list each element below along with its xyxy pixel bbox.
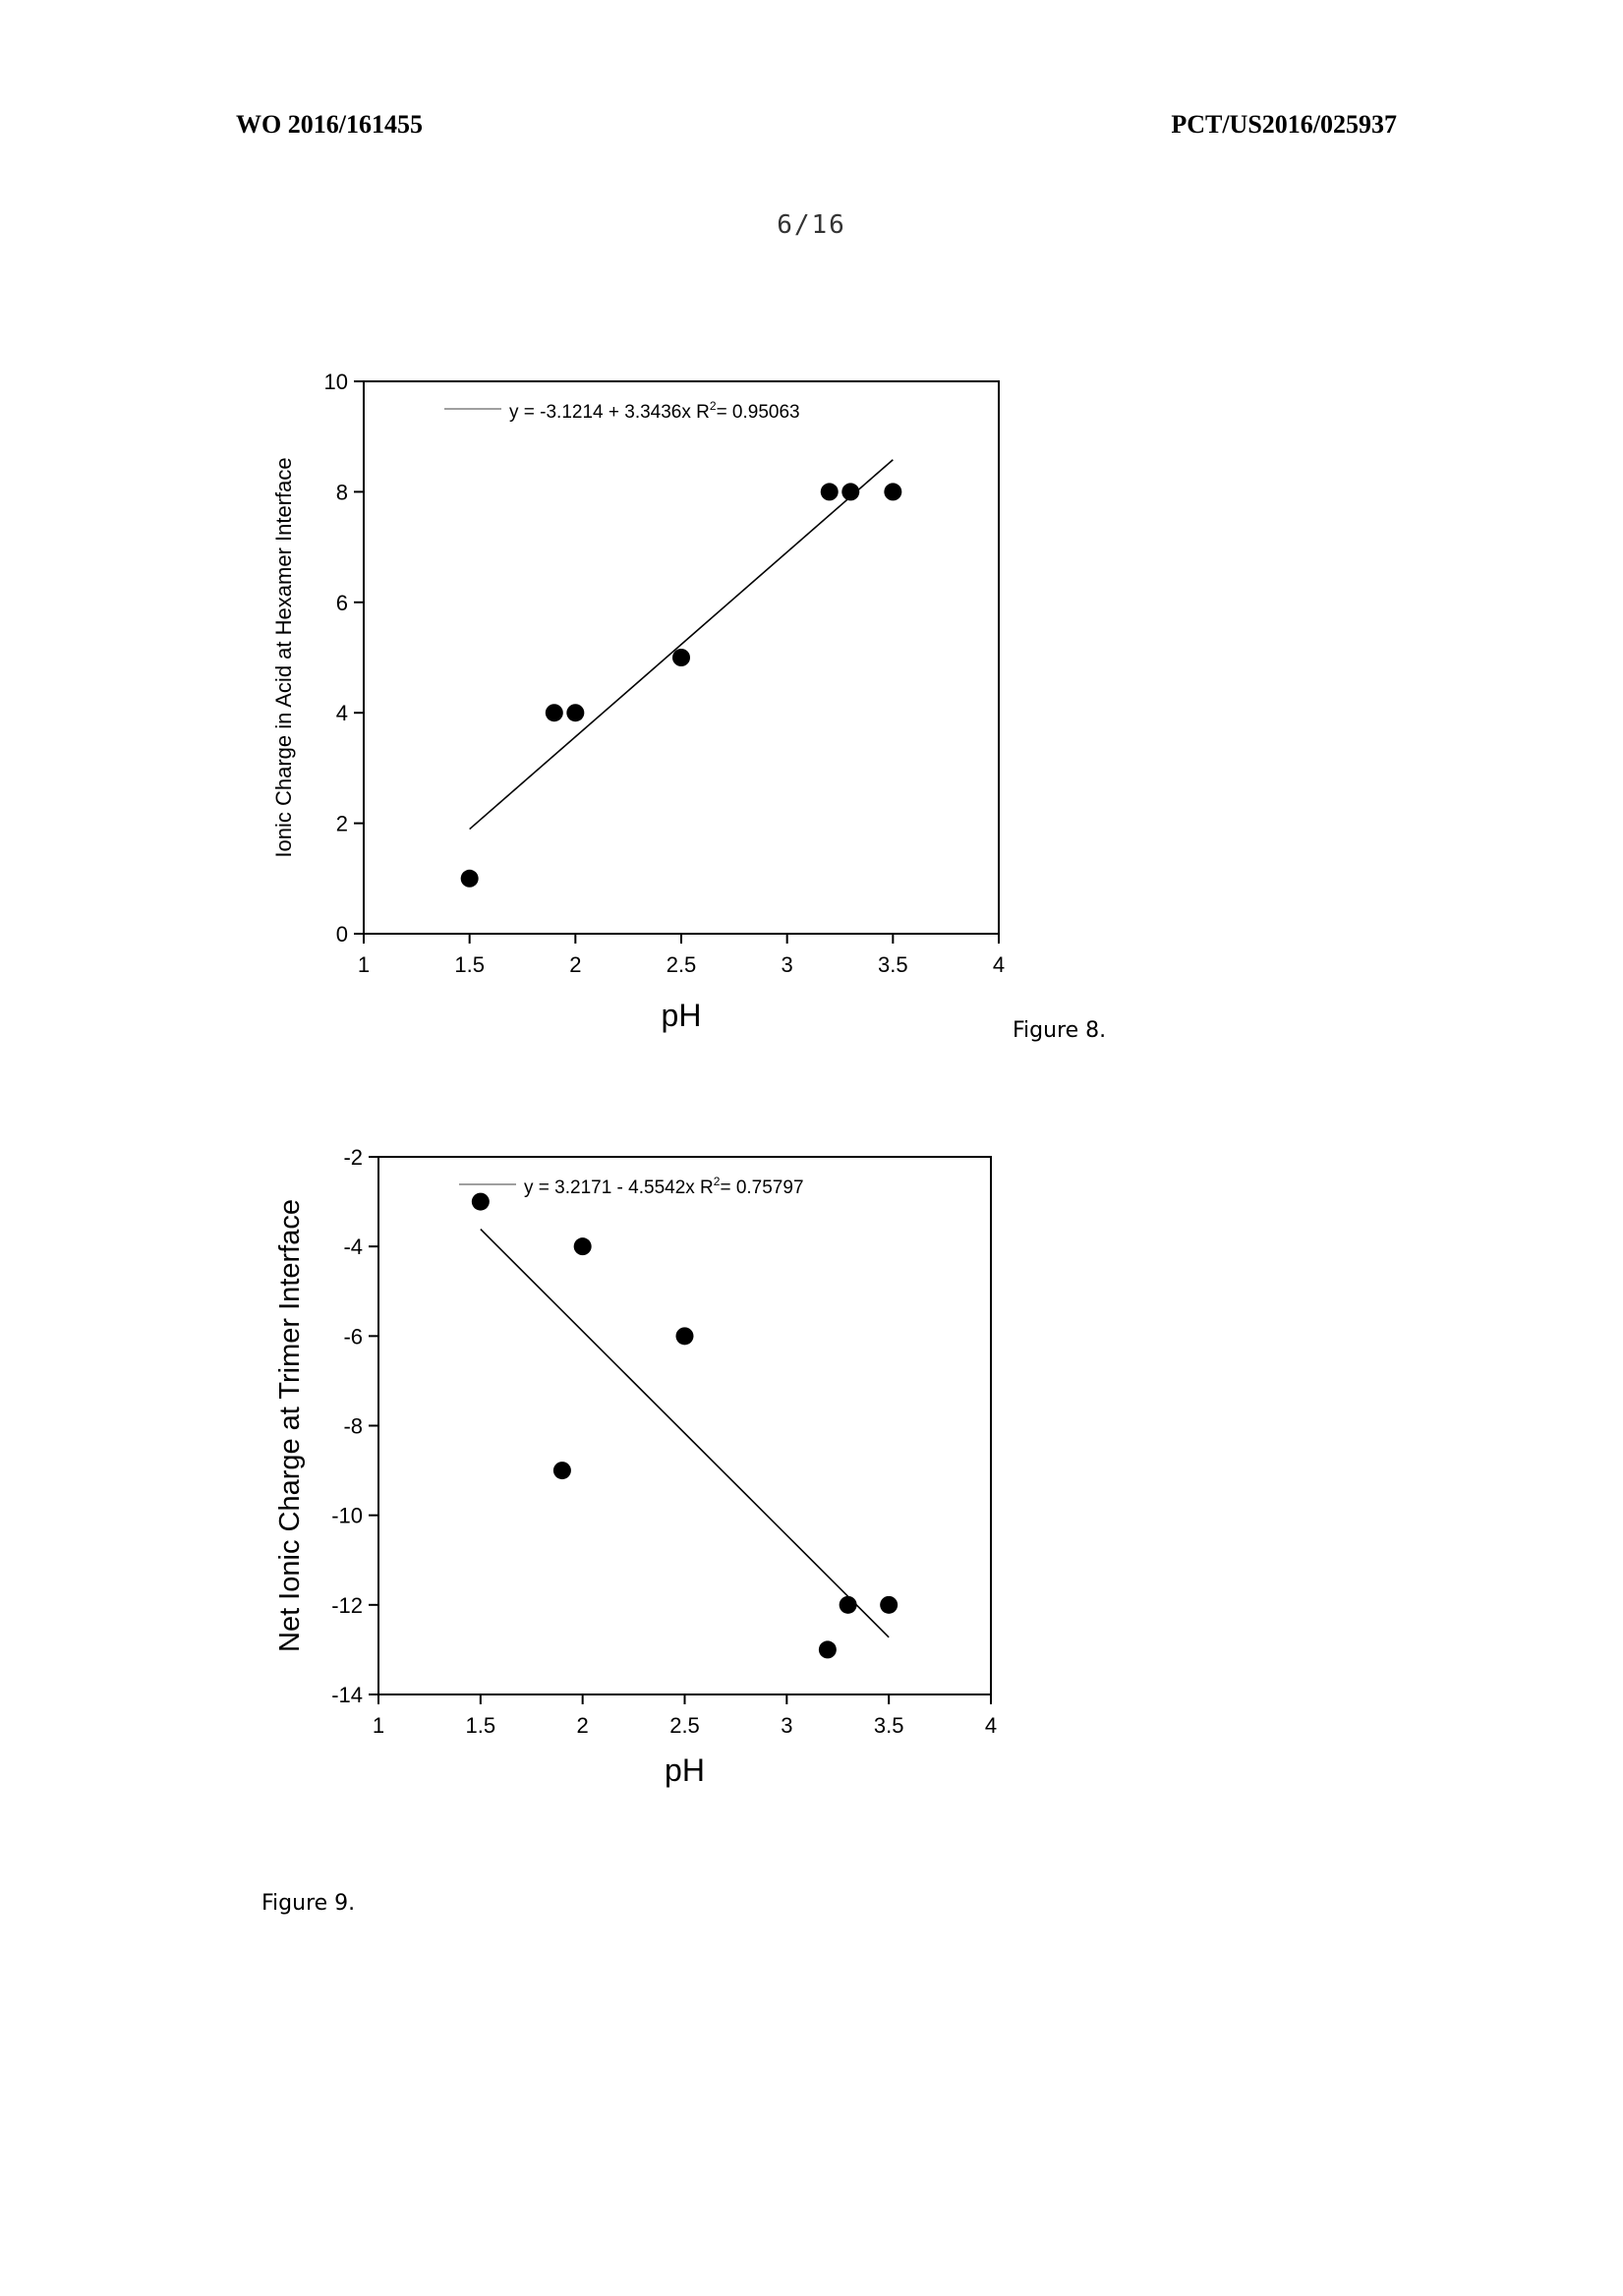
fig8-data-point bbox=[672, 649, 690, 666]
fig9-data-point bbox=[574, 1237, 592, 1255]
pct-application-number: PCT/US2016/025937 bbox=[1171, 110, 1397, 139]
fig8-y-tick-label: 8 bbox=[335, 480, 348, 505]
fig9-x-tick-label: 4 bbox=[984, 1713, 998, 1738]
fig9-x-tick-label: 2.5 bbox=[669, 1713, 700, 1738]
fig9-plot-frame bbox=[378, 1157, 991, 1694]
fig9-data-point bbox=[472, 1193, 490, 1211]
fig8-y-tick-label: 4 bbox=[335, 701, 348, 726]
fig9-y-axis-label: Net Ionic Charge at Trimer Interface bbox=[274, 1199, 306, 1652]
fig9-x-tick-label: 3 bbox=[781, 1713, 793, 1738]
fig9-x-tick-label: 1 bbox=[372, 1713, 385, 1738]
fig8-regression-line bbox=[470, 460, 894, 830]
fig8-legend-equation: y = -3.1214 + 3.3436x $R^2= 0.95063$ bbox=[509, 399, 800, 423]
fig9-data-point bbox=[676, 1327, 694, 1345]
fig8-x-tick-label: 4 bbox=[992, 952, 1006, 977]
fig8-x-tick-label: 2.5 bbox=[666, 952, 697, 977]
fig8-y-tick-label: 10 bbox=[323, 370, 348, 394]
fig9-y-tick-label: -12 bbox=[331, 1592, 363, 1618]
fig9-data-point bbox=[819, 1640, 837, 1658]
fig9-x-tick-label: 1.5 bbox=[465, 1713, 496, 1738]
fig9-data-point bbox=[553, 1462, 571, 1479]
fig8-y-tick-label: 6 bbox=[335, 590, 348, 615]
fig8-data-point bbox=[546, 704, 563, 721]
fig9-y-tick-label: -4 bbox=[343, 1234, 363, 1260]
fig9-y-tick-label: -6 bbox=[343, 1324, 363, 1349]
fig9-y-tick-label: -10 bbox=[331, 1503, 363, 1528]
fig9-data-point bbox=[880, 1596, 898, 1614]
fig8-y-axis-label: Ionic Charge in Acid at Hexamer Interface bbox=[271, 457, 296, 858]
fig9-legend-equation: y = 3.2171 - 4.5542x $R^2= 0.75797$ bbox=[524, 1175, 804, 1198]
fig9-y-tick-label: -14 bbox=[331, 1683, 363, 1707]
fig8-data-point bbox=[821, 483, 839, 500]
fig9-x-tick-label: 3.5 bbox=[873, 1713, 904, 1738]
fig8-data-point bbox=[841, 483, 859, 500]
fig8-y-tick-label: 2 bbox=[335, 811, 348, 836]
fig9-regression-line bbox=[481, 1230, 889, 1637]
fig8-x-tick-label: 3.5 bbox=[878, 952, 908, 977]
fig8-data-point bbox=[566, 704, 584, 721]
fig9-x-tick-label: 2 bbox=[576, 1713, 589, 1738]
figure-9-caption: Figure 9. bbox=[261, 1891, 356, 1916]
figure-8-caption: Figure 8. bbox=[1013, 1018, 1107, 1043]
fig8-data-point bbox=[461, 870, 479, 888]
fig8-y-tick-label: 0 bbox=[335, 922, 348, 947]
page-number: 6/16 bbox=[777, 210, 846, 240]
fig8-x-axis-label: pH bbox=[661, 998, 702, 1033]
fig8-x-tick-label: 3 bbox=[781, 952, 793, 977]
fig8-x-tick-label: 1 bbox=[357, 952, 371, 977]
fig9-x-axis-label: pH bbox=[665, 1752, 705, 1788]
patent-publication-number: WO 2016/161455 bbox=[236, 110, 423, 139]
fig9-data-point bbox=[840, 1596, 857, 1614]
fig9-y-tick-label: -2 bbox=[343, 1145, 363, 1170]
fig8-data-point bbox=[884, 483, 901, 500]
fig8-x-tick-label: 2 bbox=[569, 952, 582, 977]
fig8-x-tick-label: 1.5 bbox=[454, 952, 485, 977]
fig9-y-tick-label: -8 bbox=[343, 1413, 363, 1439]
